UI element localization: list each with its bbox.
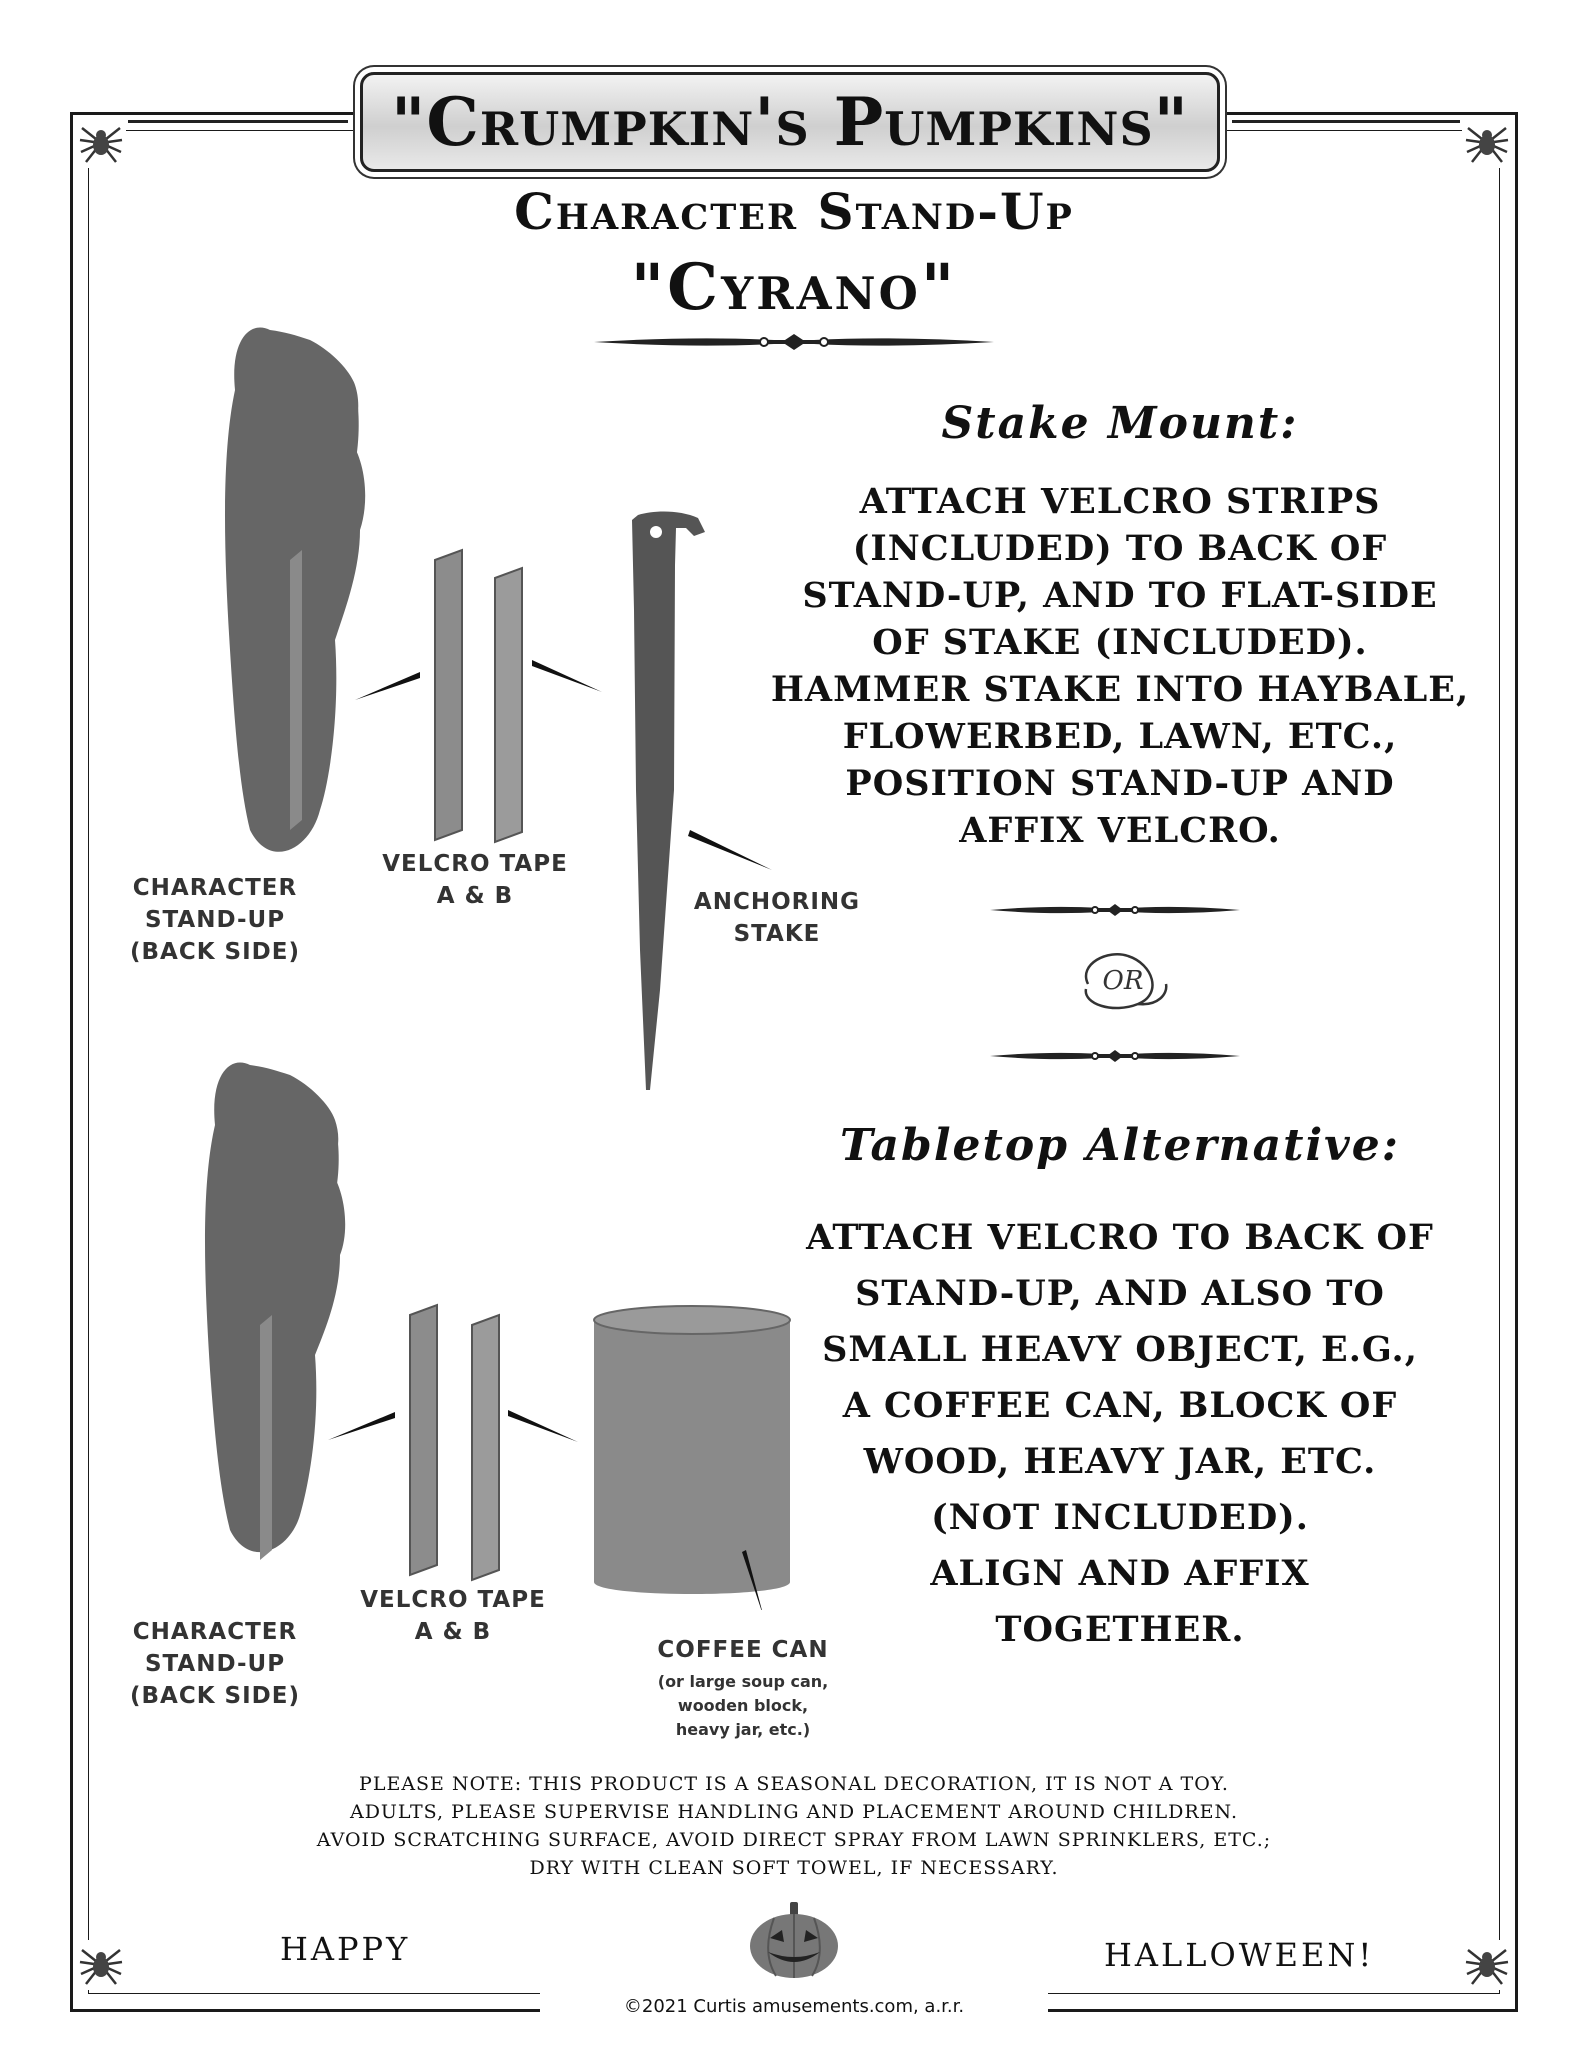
instruction-line: (INCLUDED) TO BACK OF <box>852 528 1388 569</box>
stake-heading: Stake Mount: <box>941 398 1299 449</box>
stand-up-label: CHARACTER STAND-UP (BACK SIDE) <box>130 875 300 965</box>
instruction-line: ALIGN AND AFFIX <box>930 1553 1310 1594</box>
page-subtitle: Character Stand-Up <box>514 182 1074 241</box>
stand-up-silhouette <box>205 1063 345 1553</box>
instruction-line: POSITION STAND-UP AND <box>845 763 1395 804</box>
spider-icon <box>1462 118 1512 168</box>
pointer-wedge <box>688 830 772 870</box>
page-title: "Crumpkin's Pumpkins" <box>390 83 1190 161</box>
instruction-line: (NOT INCLUDED). <box>931 1497 1309 1538</box>
stake-hole <box>650 526 662 538</box>
pointer-wedge <box>328 1412 395 1440</box>
instruction-line: TOGETHER. <box>995 1609 1245 1650</box>
flourish-divider <box>990 1046 1240 1066</box>
velcro-strip-b <box>495 568 522 842</box>
velcro-label: VELCRO TAPE A & B <box>360 1587 546 1645</box>
instruction-line: FLOWERBED, LAWN, ETC., <box>842 716 1398 757</box>
velcro-strip-b <box>472 1315 499 1580</box>
instruction-line: A COFFEE CAN, BLOCK OF <box>842 1385 1398 1426</box>
instruction-line: AFFIX VELCRO. <box>959 810 1281 851</box>
coffee-can-note: (or large soup can, wooden block, heavy jar, etc.) <box>657 1672 829 1739</box>
instruction-line: OF STAKE (INCLUDED). <box>872 622 1368 663</box>
stake-label: ANCHORING STAKE <box>693 889 861 947</box>
instruction-line: STAND-UP, AND ALSO TO <box>855 1273 1385 1314</box>
anchoring-stake <box>632 512 705 1090</box>
tabletop-illustration <box>190 1050 830 1614</box>
jack-o-lantern-icon <box>746 1900 842 1984</box>
spider-icon <box>76 118 126 168</box>
coffee-can <box>594 1320 790 1594</box>
copyright: ©2021 Curtis amusements.com, a.r.r. <box>540 1992 1048 2022</box>
tabletop-instructions <box>760 1210 1480 1658</box>
footer-happy: HAPPY <box>280 1930 411 1968</box>
velcro-strip-a <box>435 550 462 840</box>
character-name: "Cyrano" <box>630 250 958 325</box>
title-rule-right <box>1232 120 1460 123</box>
instruction-line: SMALL HEAVY OBJECT, E.G., <box>822 1329 1418 1370</box>
coffee-can-label: COFFEE CAN <box>657 1637 829 1663</box>
pointer-wedge <box>508 1410 578 1442</box>
tabletop-heading: Tabletop Alternative: <box>840 1120 1400 1171</box>
or-text: OR <box>1102 966 1144 996</box>
care-note: PLEASE NOTE: THIS PRODUCT IS A SEASONAL DECORATION, IT IS NOT A TOY. ADULTS, PLEASE SUPERVISE HANDLING AND PLACEMENT AROUND CHILDREN. AVOID SCRATCHING SURFACE, AVOID DIRECT SPRAY FROM LAWN SPRINKLERS, ETC.; DRY WITH CLEAN SOFT TOWEL, IF NECESSARY. <box>316 1773 1272 1879</box>
footer-halloween: HALLOWEEN! <box>1104 1936 1375 1974</box>
velcro-label: VELCRO TAPE A & B <box>382 851 568 909</box>
spider-icon <box>76 1940 126 1990</box>
stake-illustration <box>210 310 890 1104</box>
instruction-line: HAMMER STAKE INTO HAYBALE, <box>770 669 1470 710</box>
velcro-strip-a <box>410 1305 437 1575</box>
instruction-line: ATTACH VELCRO STRIPS <box>859 481 1381 522</box>
instruction-line: WOOD, HEAVY JAR, ETC. <box>863 1441 1377 1482</box>
title-plaque <box>360 72 1220 172</box>
coffee-can-top <box>594 1306 790 1334</box>
flourish-divider <box>990 900 1240 920</box>
stand-up-edge <box>260 1315 272 1560</box>
instruction-line: STAND-UP, AND TO FLAT-SIDE <box>802 575 1438 616</box>
title-rule-left <box>128 120 348 123</box>
instruction-line: ATTACH VELCRO TO BACK OF <box>806 1217 1434 1258</box>
stand-up-label: CHARACTER STAND-UP (BACK SIDE) <box>130 1619 300 1709</box>
or-ornament <box>1068 944 1178 1018</box>
pointer-wedge <box>355 672 420 700</box>
pointer-wedge <box>532 660 602 692</box>
stand-up-edge <box>290 550 302 830</box>
spider-icon <box>1462 1940 1512 1990</box>
